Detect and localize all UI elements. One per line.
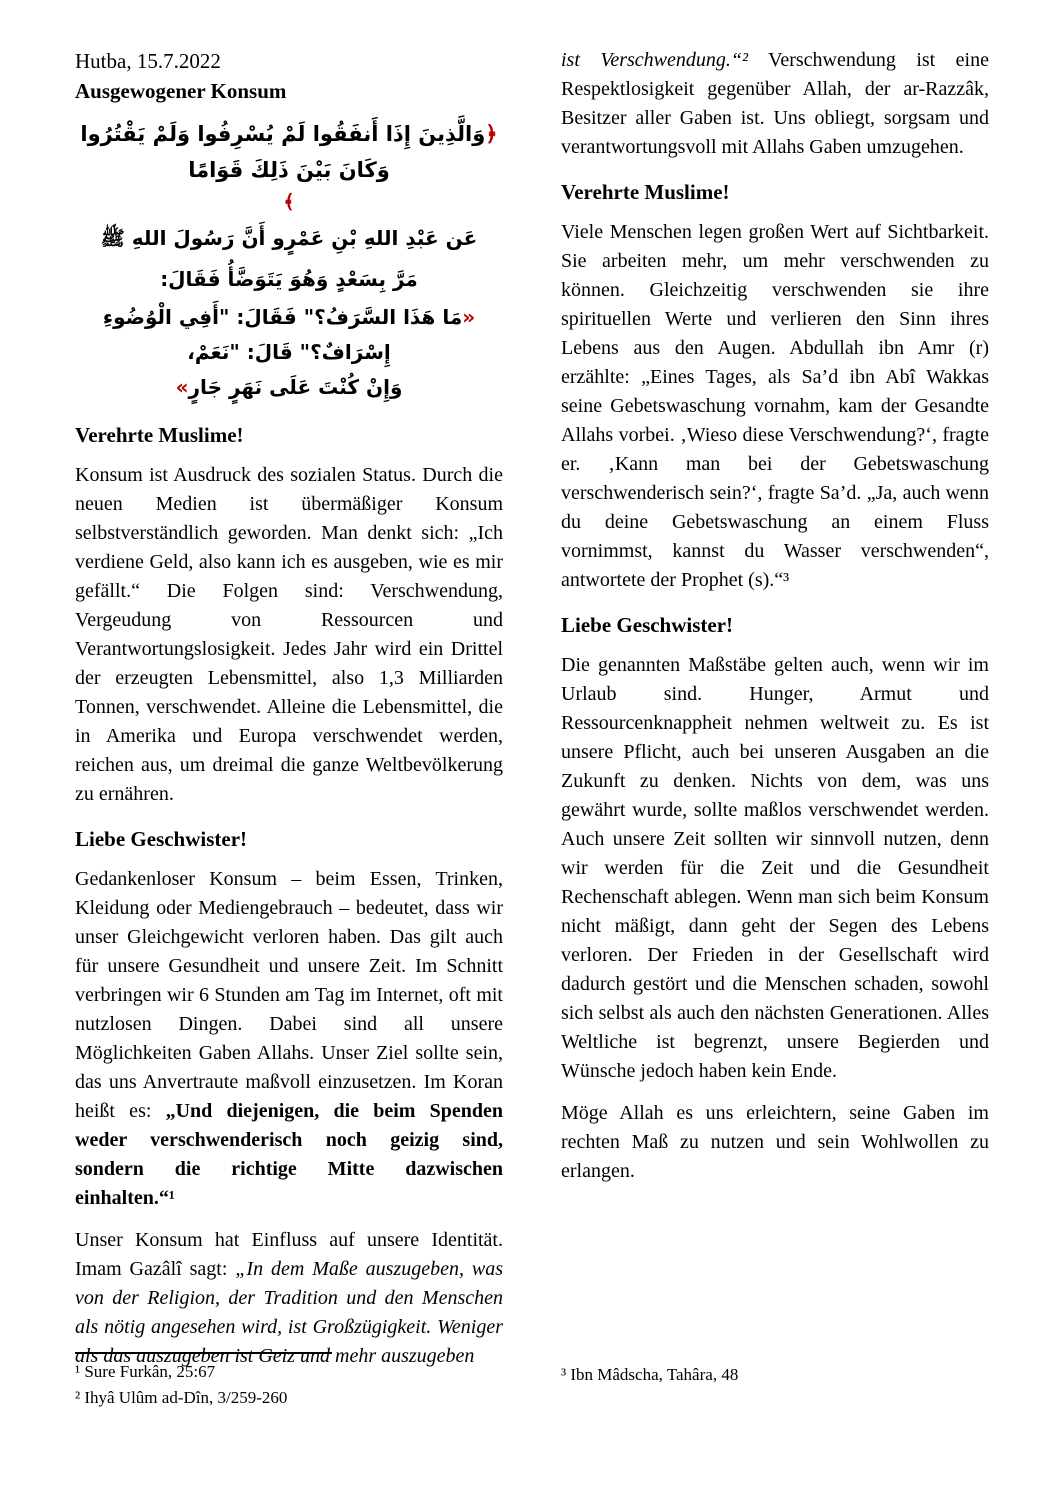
right-column	[561, 46, 989, 1199]
hadith-line-2: وَإِنْ كُنْتَ عَلَى نَهَرٍ جَارٍ	[188, 375, 403, 399]
footnote-3: ³ Ibn Mâdscha, Tahâra, 48	[561, 1365, 739, 1384]
paragraph-text: Verschwendung ist eine Respektlosigkeit gegenüber Allah, der ar-Razzâk, Besitzer aller Gaben ist. Uns obliegt, sorgsam und verantwortungsvoll mit Allahs Gaben umzugehen.	[561, 49, 989, 158]
footnote-separator	[75, 1352, 332, 1354]
gazali-quote-continuation-italic: ist Verschwendung.“²	[561, 49, 749, 71]
hadith-open-guillemet: «	[462, 305, 476, 329]
gazali-quote-italic: „In dem Maße auszugeben, was von der Religion, der Tradition und den Menschen als nötig angesehen wird, ist Großzügigkeit. Weniger als das auszugeben ist Geiz und mehr auszugeben	[75, 1258, 503, 1367]
date-line: Hutba, 15.7.2022	[75, 49, 221, 73]
body-paragraph-gedankenloser-konsum	[75, 865, 503, 1213]
hadith-text-arabic	[75, 300, 503, 405]
verse-open-bracket-icon: ﴿	[485, 122, 498, 146]
hadith-intro-arabic: مَرَّ بِسَعْدٍ وَهُوَ يَتَوَضَّأُ فَقَالَ:	[160, 267, 418, 291]
body-paragraph-dua: Möge Allah es uns erleichtern, seine Gaben im rechten Maß zu nutzen und sein Wohlwollen zu erlangen.	[561, 1102, 989, 1182]
section-heading-liebe-geschwister-left: Liebe Geschwister!	[75, 827, 248, 851]
footnotes-left	[75, 1352, 503, 1411]
koran-quote-bold: „Und diejenigen, die beim Spenden weder verschwenderisch noch geizig sind, sondern die richtige Mitte dazwischen einhalten.“¹	[75, 1100, 503, 1209]
section-heading-liebe-geschwister-right: Liebe Geschwister!	[561, 613, 734, 637]
paragraph-text: Gedankenloser Konsum – beim Essen, Trinken, Kleidung oder Mediengebrauch – bedeutet, dass wir unser Gleichgewicht verloren haben. Das gilt auch für unsere Gesundheit und unsere Zeit. Im Schnitt verbringen wir 6 Stunden am Tag im Internet, oft mit nutzlosen Dingen. Dabei sind all unsere Möglichkeiten Gaben Allahs. Unser Ziel sollte sein, das uns Anvertraute maßvoll einzusetzen. Im Koran heißt es:	[75, 868, 503, 1122]
footnote-2: ² Ihyâ Ulûm ad-Dîn, 3/259-260	[75, 1388, 288, 1407]
footnotes-right	[561, 1362, 989, 1388]
section-heading-verehrte-muslime-right: Verehrte Muslime!	[561, 180, 730, 204]
verse-close-bracket-icon: ﴾	[283, 191, 295, 213]
document-title: Ausgewogener Konsum	[75, 79, 287, 103]
paragraph-text: Unser Konsum hat Einfluss auf unsere Identität. Imam Gazâlî sagt:	[75, 1229, 503, 1280]
body-paragraph-konsum-status: Konsum ist Ausdruck des sozialen Status. Durch die neuen Medien ist übermäßiger Konsum selbstverständlich geworden. Man denkt sich: „Ich verdiene Geld, also kann ich es ausgeben, wie es mir gefällt.“ Die Folgen sind: Verschwendung, Vergeudung von Ressourcen und Verantwortungslosigkeit. Jedes Jahr wird ein Drittel der erzeugten Lebensmittel, also 1,3 Milliarden Tonnen, verschwendet. Alleine die Lebensmittel, die in Amerika und Europa verschwendet werden, reichen aus, um dreimal die ganze Weltbevölkerung zu ernähren.	[75, 464, 503, 805]
body-paragraph-sichtbarkeit: Viele Menschen legen großen Wert auf Sichtbarkeit. Sie arbeiten mehr, um mehr verschwenden zu können. Gleichzeitig verschwenden sie ihre spirituellen Werte und verlieren den Sinn ihres Lebens aus den Augen. Abdullah ibn Amr (r) erzählte: „Eines Tages, als Sa’d ibn Abî Wakkas seine Gebetswaschung vornahm, kam der Gesandte Allahs vorbei. ‚Wieso diese Verschwendung?‘, fragte er. ‚Kann man bei der Gebetswaschung verschwenderisch sein?‘, fragte Sa’d. „Ja, auch wenn du deine Gebetswaschung an einem Fluss vornimmst, kannst du Wasser verschwenden“, antwortete der Prophet (s).“³	[561, 221, 989, 591]
section-heading-verehrte-muslime-left: Verehrte Muslime!	[75, 423, 244, 447]
hadith-close-guillemet: »	[175, 375, 189, 399]
hadith-isnad-arabic: عَن عَبْدِ اللهِ بْنِ عَمْرٍو أَنَّ رَسُولَ اللهِ ﷺ	[100, 226, 478, 250]
left-column	[75, 46, 503, 1384]
body-paragraph-verschwendung	[561, 46, 989, 162]
footnote-1: ¹ Sure Furkân, 25:67	[75, 1362, 216, 1381]
arabic-quote-block	[75, 116, 503, 405]
body-paragraph-identitaet	[75, 1226, 503, 1371]
quran-verse-text: وَالَّذِينَ إِذَا أَنفَقُوا لَمْ يُسْرِفُوا وَلَمْ يَقْتُرُوا وَكَانَ بَيْنَ ذَلِكَ قَوَامًا	[80, 122, 486, 182]
hadith-line-1: مَا هَذَا السَّرَفُ؟" فَقَالَ: "أَفِي الْوُضُوءِ إِسْرَافٌ؟" قَالَ: "نَعَمْ،	[102, 305, 463, 364]
quran-verse-arabic	[75, 116, 503, 188]
body-paragraph-massstaebe: Die genannten Maßstäbe gelten auch, wenn wir im Urlaub sind. Hunger, Armut und Ressourcenknappheit nehmen weltweit zu. Es ist unsere Pflicht, auch bei unseren Ausgaben an die Zukunft zu denken. Nichts von dem, was uns gewährt wurde, sollte maßlos verschwendet werden. Auch unsere Zeit sollten wir sinnvoll nutzen, denn wir werden für die Zeit und die Gesundheit Rechenschaft ablegen. Wenn man sich beim Konsum nicht mäßigt, dann geht der Segen des Lebens verloren. Der Frieden in der Gesellschaft wird dadurch gestört und die Menschen schaden, sowohl sich selbst als auch den nächsten Generationen. Alles Weltliche ist begrenzt, unsere Begierden und Wünsche jedoch haben kein Ende.	[561, 654, 989, 1082]
